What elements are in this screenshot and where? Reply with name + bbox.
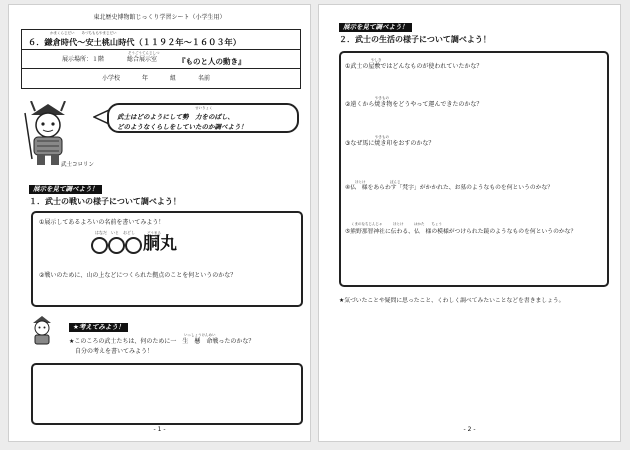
armor-suffix-ruby: どうまる [147, 231, 161, 235]
armor-blank-2[interactable] [108, 237, 125, 254]
question-2: ②戦いのために、山の上などにつくられた拠点のことを何というのかな？ [39, 272, 237, 279]
notes-area[interactable] [339, 311, 609, 423]
sheet-header: 東北歴史博物館じっくり学習シート（小学生用） [93, 14, 226, 21]
life-question-3: ③なぜ馬に焼き印をおすのかな？ [345, 140, 435, 147]
life-question-1: ①武士の屋敷ではどんなものが使われていたかな？ [345, 63, 483, 70]
life-question-4: ④仏 様をあらわす「梵字」がかかれた、お墓のようなものを何というのかな？ [345, 185, 554, 191]
question-1: ①展示してあるよろいの名前を書いてみよう！ [39, 219, 165, 226]
mascot-name: 武士コロリン [61, 162, 95, 168]
page-title: ６．鎌倉時代～安土桃山時代（１１９２年～１６０３年） [28, 37, 241, 47]
q4-ruby: ほとけ ぼんじ [355, 180, 401, 184]
name-label: 名前 [198, 75, 211, 82]
armor-suffix: 胴丸 [143, 234, 177, 254]
exhibit-badge-2: 展示を見て調べよう！ [339, 23, 412, 32]
armor-ruby: はなだ いと おどし [95, 230, 135, 235]
exhibit-location-label: 展示場所：１階 [62, 56, 105, 63]
think-ruby: いっしょうけんめい [184, 333, 216, 337]
class-label: 組 [170, 75, 177, 82]
think-answer-box[interactable] [31, 363, 303, 425]
think-badge: ★考えてみよう！ [69, 323, 128, 332]
notes-prompt: ★気づいたことや疑問に思ったこと、くわしく調べてみたいことなどを書きましょう。 [339, 298, 565, 304]
q1-ruby: やしき [371, 58, 382, 62]
battle-answer-box[interactable] [31, 211, 303, 307]
bubble-line-1: 武士はどのようにして勢 力をのばし、 [117, 113, 234, 121]
worksheet-page-2 [318, 4, 621, 442]
bubble-line-2: どのようなくらしをしていたのか調べよう！ [117, 123, 247, 131]
exhibit-room: 総合展示室 [127, 56, 158, 63]
page-number-2: - 2 - [463, 426, 476, 433]
think-question-1: ★このころの武士たちは、何のために一 生 懸 命戦ったのかな？ [69, 338, 255, 345]
exhibit-badge: 展示を見て調べよう！ [29, 185, 102, 194]
samurai-mascot-icon [17, 101, 79, 169]
life-answer-box[interactable] [339, 51, 609, 287]
q5-ruby: くまのなちじんじゃ ほとけ はかた ちょう [351, 222, 442, 226]
title-table [21, 29, 301, 89]
armor-blank-3[interactable] [125, 237, 142, 254]
life-question-2: ②遠くから焼き物をどうやって運んできたのかな？ [345, 101, 483, 108]
bubble-ruby: せいりょく [195, 106, 213, 110]
q2-ruby: やきもの [375, 96, 389, 100]
q3-ruby: やきもの [375, 135, 389, 139]
section-1-title: １．武士の戦いの様子について調べよう！ [29, 197, 181, 206]
school-label: 小学校 [102, 75, 121, 82]
exhibit-ruby: そうごうてんじしつ [128, 51, 160, 55]
grade-label: 年 [142, 75, 149, 82]
mascot-small-icon [29, 315, 55, 345]
think-question-2: 自分の考えを書いてみよう！ [75, 348, 154, 355]
title-ruby: かまくらじだい あづちももやまじだい [50, 31, 117, 35]
exhibit-theme: 『ものと人の動き』 [178, 57, 246, 66]
life-question-5: ⑤熊野那智神社に伝わる、仏 様の模様がつけられた鏡のようなものを何というのかな？ [345, 229, 577, 235]
page-number-1: - 1 - [153, 426, 166, 433]
armor-blank-1[interactable] [91, 237, 108, 254]
worksheet-page-1 [8, 4, 311, 442]
section-2-title: ２．武士の生活の様子について調べよう！ [339, 35, 491, 44]
speech-bubble [107, 103, 299, 133]
